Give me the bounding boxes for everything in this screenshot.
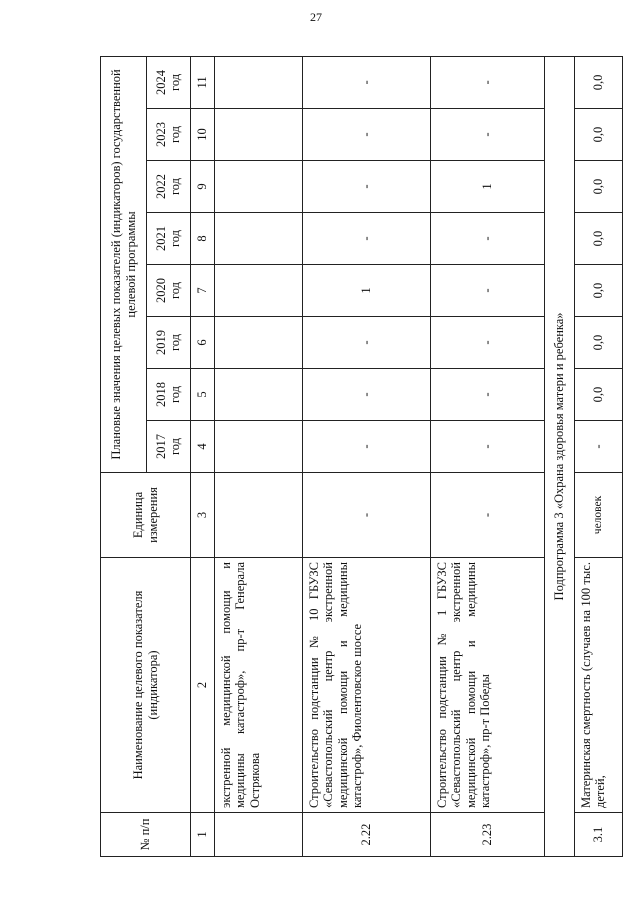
row-value: - <box>431 265 545 317</box>
indicators-table <box>100 56 623 857</box>
table-row <box>575 56 623 856</box>
column-number: 4 <box>191 421 215 473</box>
header-year: 2024 год <box>147 56 191 108</box>
row-value <box>215 161 303 213</box>
table-row <box>431 56 545 856</box>
row-value: 0,0 <box>575 213 623 265</box>
row-value <box>215 369 303 421</box>
row-value <box>215 317 303 369</box>
row-value: - <box>303 213 431 265</box>
row-value: - <box>303 161 431 213</box>
table-row <box>303 56 431 856</box>
row-unit: человек <box>575 473 623 558</box>
row-value: - <box>303 421 431 473</box>
header-year: 2020 год <box>147 265 191 317</box>
header-name: Наименование целевого показателя (индикатора) <box>101 558 191 813</box>
row-value <box>215 213 303 265</box>
column-numbers-row <box>191 56 215 856</box>
column-number: 7 <box>191 265 215 317</box>
column-number: 11 <box>191 56 215 108</box>
header-row-top <box>101 56 147 856</box>
header-year: 2017 год <box>147 421 191 473</box>
page-number: 27 <box>310 10 322 24</box>
row-value: - <box>303 109 431 161</box>
row-value: 0,0 <box>575 265 623 317</box>
column-number: 10 <box>191 109 215 161</box>
rotated-table-container <box>100 57 622 857</box>
row-value: - <box>575 421 623 473</box>
row-unit <box>215 473 303 558</box>
table-row <box>215 56 303 856</box>
row-value: 0,0 <box>575 161 623 213</box>
row-value: 1 <box>303 265 431 317</box>
row-value: 0,0 <box>575 369 623 421</box>
row-unit: - <box>431 473 545 558</box>
row-name: экстренной медицинской помощи и медицины катастроф», пр-т Генерала Острякова <box>215 558 303 813</box>
header-year: 2022 год <box>147 161 191 213</box>
column-number: 5 <box>191 369 215 421</box>
header-year: 2019 год <box>147 317 191 369</box>
row-value: - <box>431 109 545 161</box>
row-value: 1 <box>431 161 545 213</box>
column-number: 3 <box>191 473 215 558</box>
row-value: - <box>431 369 545 421</box>
header-year: 2021 год <box>147 213 191 265</box>
row-value: - <box>431 56 545 108</box>
row-value: - <box>303 317 431 369</box>
row-unit: - <box>303 473 431 558</box>
row-num: 3.1 <box>575 813 623 857</box>
header-unit: Единица измерения <box>101 473 191 558</box>
column-number: 8 <box>191 213 215 265</box>
row-value <box>215 109 303 161</box>
header-num: № п/п <box>101 813 191 857</box>
header-plan: Плановые значения целевых показателей (индикаторов) государственной целевой программы <box>101 56 147 472</box>
column-number: 9 <box>191 161 215 213</box>
row-value <box>215 265 303 317</box>
row-num: 2.23 <box>431 813 545 857</box>
row-value: 0,0 <box>575 317 623 369</box>
row-name: Материнская смертность (случаев на 100 тыс. детей, <box>575 558 623 813</box>
subprogram-title: Подпрограмма 3 «Охрана здоровья матери и ребенка» <box>545 56 575 856</box>
row-value <box>215 421 303 473</box>
column-number: 6 <box>191 317 215 369</box>
row-value <box>215 56 303 108</box>
header-year: 2018 год <box>147 369 191 421</box>
row-value: - <box>303 369 431 421</box>
row-value: - <box>431 317 545 369</box>
row-num: 2.22 <box>303 813 431 857</box>
row-value: 0,0 <box>575 109 623 161</box>
row-value: 0,0 <box>575 56 623 108</box>
row-num <box>215 813 303 857</box>
row-value: - <box>431 213 545 265</box>
row-name: Строительство подстанции № 10 ГБУЗС «Севастопольский центр экстренной медицинской помощи и медицины катастроф», Фиолентовское шоссе <box>303 558 431 813</box>
column-number: 2 <box>191 558 215 813</box>
column-number: 1 <box>191 813 215 857</box>
header-year: 2023 год <box>147 109 191 161</box>
subprogram-row <box>545 56 575 856</box>
row-value: - <box>431 421 545 473</box>
row-name: Строительство подстанции № 1 ГБУЗС «Севастопольский центр экстренной медицинской помощи и медицины катастроф», пр-т Победы <box>431 558 545 813</box>
row-value: - <box>303 56 431 108</box>
